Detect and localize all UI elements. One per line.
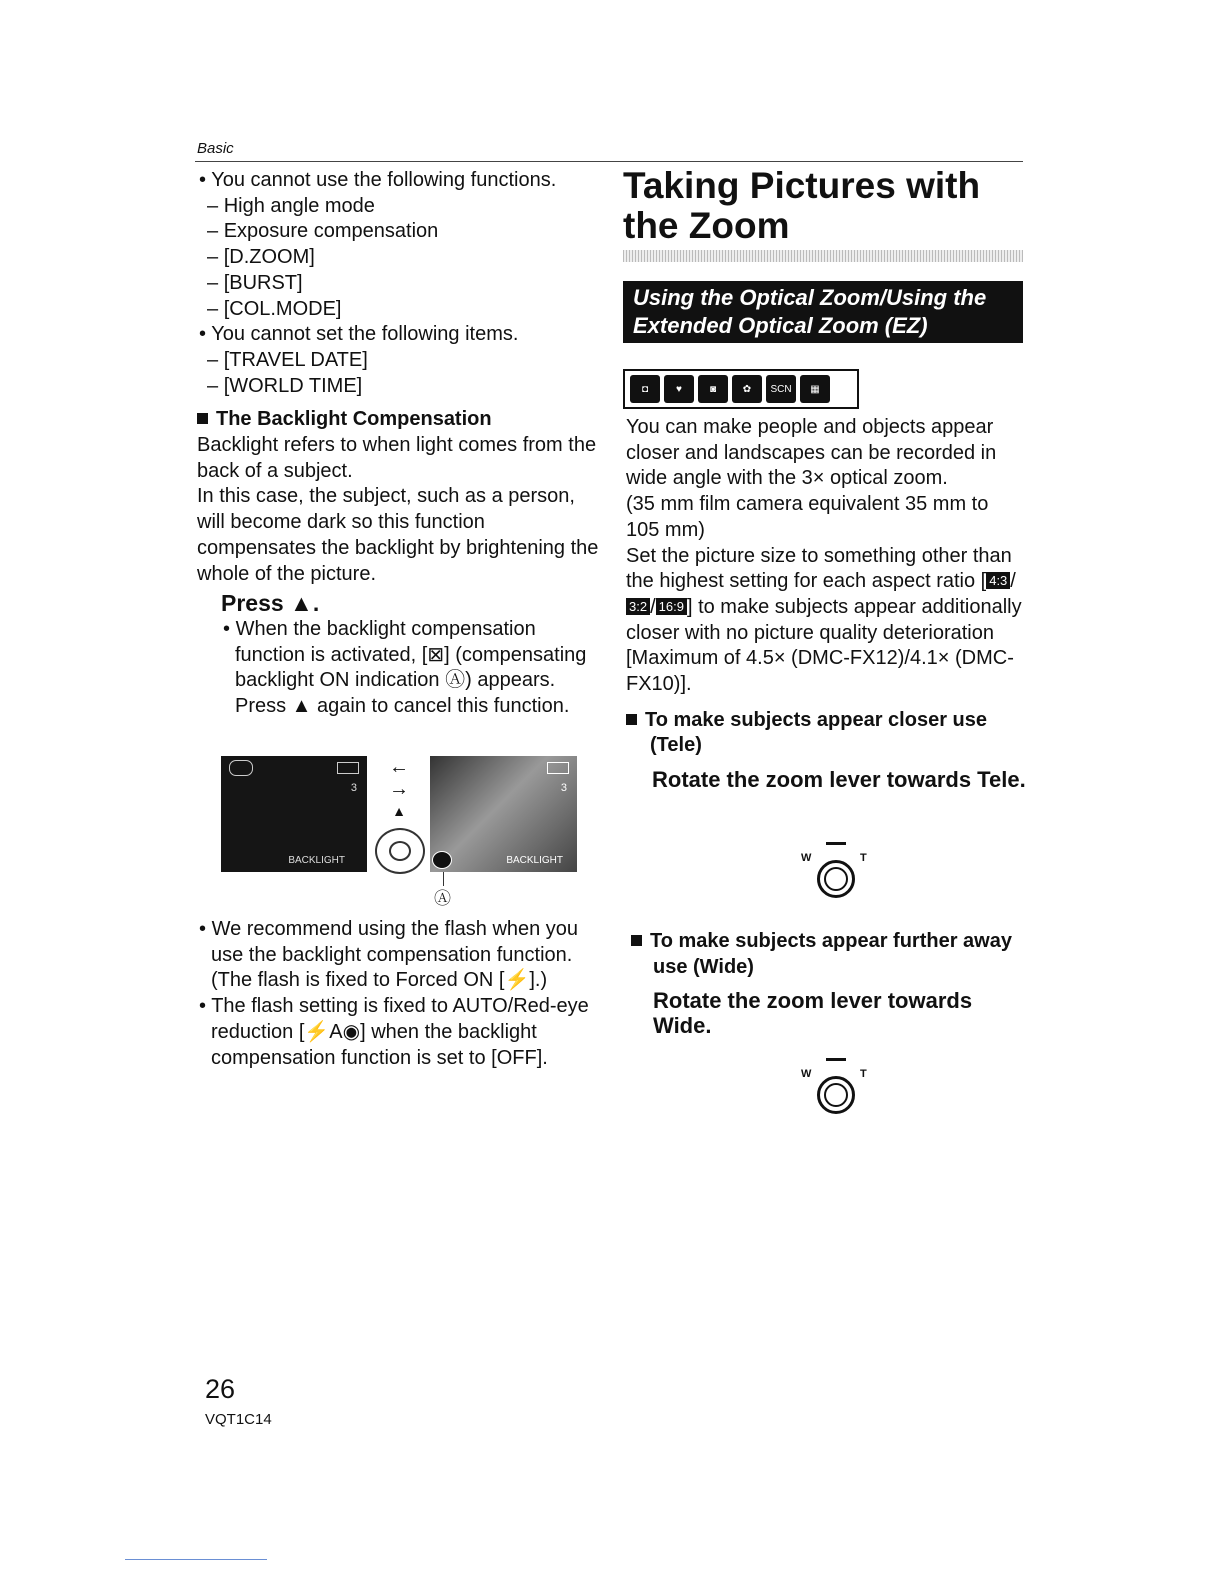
arrow-right-icon — [826, 842, 846, 845]
auto-mode-icon: ◙ — [698, 375, 728, 403]
document-code: VQT1C14 — [205, 1411, 272, 1428]
footer-line — [125, 1559, 267, 1560]
page-title: Taking Pictures with the Zoom — [623, 165, 981, 246]
cursor-button-icon — [375, 828, 425, 874]
section-label: Basic — [197, 140, 234, 157]
flash-auto-icon — [229, 760, 253, 776]
battery-icon — [337, 762, 359, 774]
ratio-3-2-icon: 3:2 — [626, 598, 650, 615]
cannot-use-intro: • You cannot use the following functions. — [199, 169, 557, 191]
backlight-heading: The Backlight Compensation — [197, 407, 602, 433]
tele-label: T — [860, 852, 867, 864]
applicable-modes — [623, 369, 859, 409]
flash-notes — [197, 917, 602, 1071]
zoom-lever-tele-icon — [796, 840, 886, 906]
ratio-4-3-icon: 4:3 — [986, 572, 1010, 589]
list-item: – [WORLD TIME] — [207, 374, 363, 397]
scene-mode-icon: SCN — [766, 375, 796, 403]
arrow-right-icon: → — [389, 778, 409, 800]
arrow-up-icon: ▲ — [392, 803, 406, 819]
normal-picture-mode-icon: ◘ — [630, 375, 660, 403]
callout-label: Ⓐ — [434, 889, 451, 908]
zoom-lever-wide-icon — [796, 1056, 886, 1122]
list-item: – [COL.MODE] — [207, 297, 342, 320]
square-bullet-icon — [631, 935, 642, 946]
right-column — [626, 415, 1026, 792]
lcd-screen-on — [430, 756, 577, 872]
list-item: – [D.ZOOM] — [207, 246, 315, 269]
navigation-arrows — [388, 756, 410, 822]
ratio-16-9-icon: 16:9 — [656, 598, 687, 615]
left-column — [197, 168, 602, 720]
motion-picture-mode-icon: ▦ — [800, 375, 830, 403]
press-instruction: Press ▲. — [221, 590, 320, 617]
battery-icon — [547, 762, 569, 774]
list-item: – High angle mode — [207, 194, 375, 217]
tele-label: T — [860, 1068, 867, 1080]
press-note: • When the backlight compensation function is activated, [⊠] (compensating backlight ON indication Ⓐ) appears. Press ▲ again to cancel this function. — [223, 617, 587, 718]
arrow-left-icon — [826, 1058, 846, 1061]
tele-instruction: Rotate the zoom lever towards Tele. — [652, 767, 1026, 793]
screen-label: BACKLIGHT — [506, 855, 563, 866]
wide-heading: To make subjects appear further away use (Wide) — [631, 929, 1031, 980]
zoom-paragraph: Set the picture size to something other than the highest setting for each aspect ratio [ 4:3 /3:2 / 16:9 ] to make subjects appear additionally closer with no picture quality deterioration [Maximum of 4.5× (DMC-FX12)/4.1× (DMC-FX10)]. — [626, 544, 1022, 696]
shot-count: 3 — [350, 782, 357, 794]
zoom-paragraph: You can make people and objects appear closer and landscapes can be recorded in wide angle with the 3× optical zoom. — [626, 416, 997, 490]
backlight-on-icon — [432, 851, 452, 869]
wide-label: W — [801, 1068, 812, 1080]
simple-mode-icon: ♥ — [664, 375, 694, 403]
page-number: 26 — [205, 1374, 236, 1404]
flash-note: • We recommend using the flash when you use the backlight compensation function. (The flash is fixed to Forced ON [⚡].) — [199, 918, 579, 992]
list-item: – Exposure compensation — [207, 220, 439, 243]
arrow-left-icon: ← — [389, 756, 409, 778]
lcd-screen-off — [221, 756, 367, 872]
cannot-set-intro: • You cannot set the following items. — [199, 323, 519, 346]
square-bullet-icon — [626, 714, 637, 725]
title-underline — [623, 250, 1023, 262]
menu-button-icon — [389, 841, 411, 861]
backlight-paragraph: In this case, the subject, such as a person, will become dark so this function compensates the backlight by brightening the whole of the picture. — [197, 485, 599, 585]
screen-label: BACKLIGHT — [288, 855, 345, 866]
list-item: – [BURST] — [207, 271, 303, 294]
wide-section — [631, 929, 1031, 1038]
backlight-paragraph: Backlight refers to when light comes from the back of a subject. — [197, 434, 597, 482]
shot-count: 3 — [560, 782, 567, 794]
zoom-paragraph: (35 mm film camera equivalent 35 mm to 105 mm) — [626, 493, 989, 541]
macro-mode-icon: ✿ — [732, 375, 762, 403]
tele-heading: To make subjects appear closer use (Tele) — [626, 708, 1026, 759]
square-bullet-icon — [197, 413, 208, 424]
wide-instruction: Rotate the zoom lever towards Wide. — [653, 988, 973, 1039]
list-item: – [TRAVEL DATE] — [207, 348, 368, 371]
section-banner: Using the Optical Zoom/Using the Extended Optical Zoom (EZ) — [623, 281, 1023, 343]
flash-note: • The flash setting is fixed to AUTO/Red-eye reduction [⚡A◉] when the backlight compensation function is set to [OFF]. — [199, 995, 589, 1069]
header-rule — [195, 161, 1023, 162]
wide-label: W — [801, 852, 812, 864]
